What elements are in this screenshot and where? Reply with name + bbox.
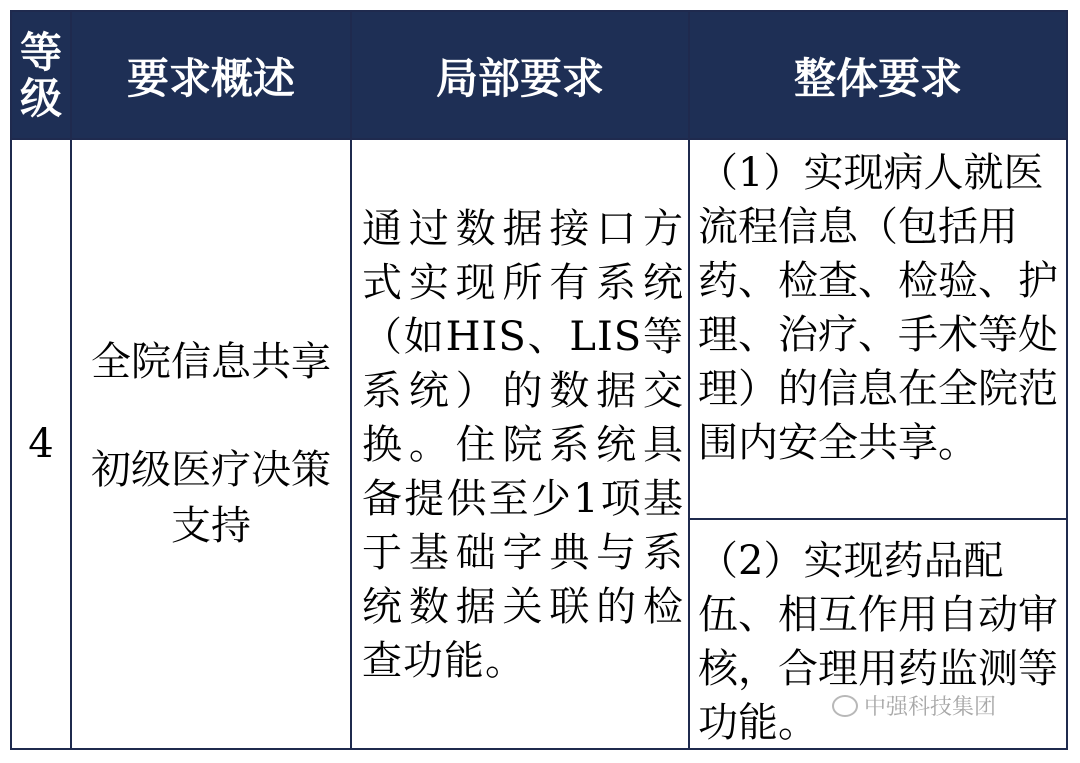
whole-requirement-2: （2）实现药品配伍、相互作用自动审核，合理用药监测等功能。	[698, 538, 1058, 746]
header-level: 等级	[12, 12, 70, 140]
requirements-table	[10, 10, 1068, 750]
wechat-icon	[832, 695, 858, 717]
header-local: 局部要求	[352, 12, 688, 140]
summary-line: 初级医疗决策	[91, 447, 331, 493]
header-whole: 整体要求	[690, 12, 1066, 140]
summary-line: 支持	[171, 503, 251, 549]
summary-cell	[72, 140, 350, 748]
watermark	[832, 690, 996, 721]
watermark-text: 中强科技集团	[864, 695, 997, 720]
summary-line: 全院信息共享	[91, 339, 331, 385]
level-cell: 4	[28, 421, 54, 467]
header-summary: 要求概述	[72, 12, 350, 140]
local-requirement-cell: 通过数据接口方式实现所有系统（如HIS、LIS等系统）的数据交换。住院系统具备提供至少1项基于基础字典与系统数据关联的检查功能。	[362, 206, 684, 684]
whole-requirement-1: （1）实现病人就医流程信息（包括用药、检查、检验、护理、治疗、手术等处理）的信息在全院范围内安全共享。	[698, 150, 1058, 466]
